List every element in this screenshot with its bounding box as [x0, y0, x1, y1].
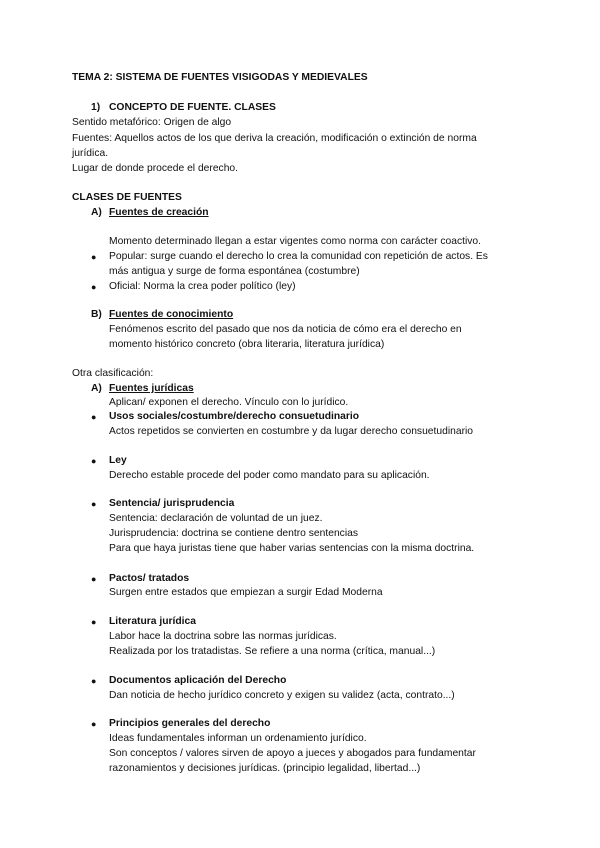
bullet-icon: ● — [91, 252, 97, 262]
otra-a-letter: A) — [91, 383, 102, 394]
bullet-icon: ● — [91, 719, 97, 729]
section-1-number: 1) — [91, 102, 101, 113]
otra-a-description: Aplican/ exponen el derecho. Vínculo con lo jurídico. — [109, 397, 349, 408]
clases-a-title: Fuentes de creación — [109, 207, 209, 218]
clases-a-bullet-line: más antigua y surge de forma espontánea (costumbre) — [109, 266, 360, 277]
otra-heading: Otra clasificación: — [72, 368, 154, 379]
item-line: Sentencia: declaración de voluntad de un juez. — [109, 513, 323, 524]
item-line: Dan noticia de hecho jurídico concreto y exigen su validez (acta, contrato...) — [109, 690, 455, 701]
item-line: Ideas fundamentales informan un ordenamiento jurídico. — [109, 733, 367, 744]
item-title: Pactos/ tratados — [109, 573, 190, 584]
item-title: Usos sociales/costumbre/derecho consuetudinario — [109, 411, 360, 422]
otra-a-title: Fuentes jurídicas — [109, 383, 194, 394]
item-title: Ley — [109, 455, 127, 466]
bullet-icon: ● — [91, 676, 97, 686]
section-1-line: Fuentes: Aquellos actos de los que deriva la creación, modificación o extinción de norma — [72, 133, 477, 144]
clases-heading: CLASES DE FUENTES — [72, 192, 182, 203]
item-title: Sentencia/ jurisprudencia — [109, 498, 235, 509]
clases-b-title: Fuentes de conocimiento — [109, 309, 234, 320]
bullet-icon: ● — [91, 617, 97, 627]
item-line: Labor hace la doctrina sobre las normas jurídicas. — [109, 631, 337, 642]
item-line: Son conceptos / valores sirven de apoyo a jueces y abogados para fundamentar — [109, 748, 476, 759]
bullet-icon: ● — [91, 499, 97, 509]
bullet-icon: ● — [91, 456, 97, 466]
item-title: Literatura jurídica — [109, 616, 196, 627]
document-title: TEMA 2: SISTEMA DE FUENTES VISIGODAS Y MEDIEVALES — [72, 72, 368, 83]
bullet-icon: ● — [91, 412, 97, 422]
section-1-line: jurídica. — [72, 148, 109, 159]
clases-a-description: Momento determinado llegan a estar vigentes como norma con carácter coactivo. — [109, 236, 482, 247]
clases-a-letter: A) — [91, 207, 102, 218]
section-1-line: Lugar de donde procede el derecho. — [72, 163, 239, 174]
section-1-line: Sentido metafórico: Origen de algo — [72, 117, 232, 128]
clases-b-description-line: Fenómenos escrito del pasado que nos da noticia de cómo era el derecho en — [109, 324, 462, 335]
item-line: Surgen entre estados que empiezan a surgir Edad Moderna — [109, 587, 383, 598]
clases-a-bullet-line: Popular: surge cuando el derecho lo crea la comunidad con repetición de actos. Es — [109, 251, 488, 262]
item-title: Documentos aplicación del Derecho — [109, 675, 287, 686]
item-line: Realizada por los tratadistas. Se refiere a una norma (crítica, manual...) — [109, 646, 436, 657]
bullet-icon: ● — [91, 282, 97, 292]
item-line: Derecho estable procede del poder como mandato para su aplicación. — [109, 470, 430, 481]
item-title: Principios generales del derecho — [109, 718, 271, 729]
clases-a-bullet-line: Oficial: Norma la crea poder político (ley) — [109, 281, 296, 292]
item-line: Actos repetidos se convierten en costumbre y da lugar derecho consuetudinario — [109, 426, 474, 437]
item-line: razonamientos y decisiones jurídicas. (principio legalidad, libertad...) — [109, 763, 421, 774]
bullet-icon: ● — [91, 574, 97, 584]
item-line: Jurisprudencia: doctrina se contiene dentro sentencias — [109, 528, 358, 539]
clases-b-letter: B) — [91, 309, 102, 320]
item-line: Para que haya juristas tiene que haber varias sentencias con la misma doctrina. — [109, 543, 475, 554]
clases-b-description-line: momento histórico concreto (obra literaria, literatura jurídica) — [109, 339, 385, 350]
section-1-heading: CONCEPTO DE FUENTE. CLASES — [109, 102, 276, 113]
